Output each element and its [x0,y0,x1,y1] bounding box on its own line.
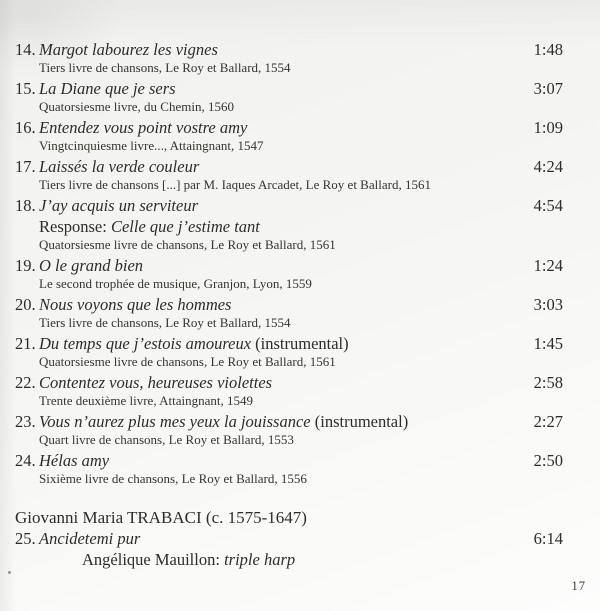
track-number: 22. [15,373,36,392]
track-title-line [15,118,563,138]
track-row [15,529,563,570]
track-number: 14. [15,40,36,59]
track-source: Tiers livre de chansons [...] par M. Iaques Arcadet, Le Roy et Ballard, 1561 [39,177,431,192]
track-title: Laissés la verde couleur [39,157,200,176]
track-number: 17. [15,157,36,176]
page-number: 17 [571,579,586,593]
track-title-line [15,196,563,216]
track-title: J’ay acquis un serviteur [39,196,198,215]
performer-instrument: triple harp [224,550,296,569]
track-title: Contentez vous, heureuses violettes [39,373,273,392]
track-duration: 1:24 [533,256,563,275]
track-source: Vingtcinquiesme livre..., Attaingnant, 1547 [39,138,264,153]
track-duration: 4:24 [533,157,563,176]
track-number: 23. [15,412,36,431]
track-source: Quatorsiesme livre, du Chemin, 1560 [39,99,234,114]
track-duration: 3:03 [533,295,563,314]
track-source: Quatorsiesme livre de chansons, Le Roy et Ballard, 1561 [39,237,336,252]
track-title: O le grand bien [39,256,144,275]
track-title-line [15,79,563,99]
track-row [15,196,563,253]
track-title-line [15,529,563,549]
response-title: Celle que j’estime tant [110,217,260,236]
response-label: Response: [39,217,107,236]
track-duration: 2:50 [533,451,563,470]
track-title: Entendez vous point vostre amy [39,118,248,137]
track-number: 20. [15,295,36,314]
track-number: 18. [15,196,36,215]
track-title-line [15,295,563,315]
track-source: Quart livre de chansons, Le Roy et Ballard, 1553 [39,432,294,447]
track-number: 15. [15,79,36,98]
track-title: Hélas amy [39,451,110,470]
performer-name: Angélique Mauillon: [82,550,220,569]
track-source: Quatorsiesme livre de chansons, Le Roy et Ballard, 1561 [39,354,336,369]
track-title-line [15,157,563,177]
track-title-line [15,412,563,432]
composer-tracklist [0,529,600,570]
track-row [15,157,563,193]
track-title: Du temps que j’estois amoureux [39,334,252,353]
track-row [15,373,563,409]
track-source: Sixième livre de chansons, Le Roy et Ballard, 1556 [39,471,307,486]
track-title-suffix: (instrumental) [314,412,409,431]
track-title-suffix: (instrumental) [255,334,349,353]
track-title: La Diane que je sers [39,79,176,98]
composer-section [0,507,600,570]
performer-line [82,550,563,570]
track-duration: 6:14 [533,529,563,548]
track-title-group [39,334,349,354]
track-response-line [39,216,563,237]
track-source: Tiers livre de chansons, Le Roy et Ballard, 1554 [39,315,291,330]
track-row [15,451,563,487]
track-title: Nous voyons que les hommes [39,295,232,314]
track-duration: 3:07 [533,79,563,98]
track-number: 21. [15,334,36,353]
track-row [15,40,563,76]
track-duration: 2:58 [533,373,563,392]
track-title-group [39,412,408,432]
track-row [15,118,563,154]
track-title: Vous n’aurez plus mes yeux la jouissance [39,412,311,431]
track-title-line [15,256,563,276]
track-duration: 1:45 [533,334,563,353]
track-source: Trente deuxième livre, Attaingnant, 1549 [39,393,253,408]
track-source: Tiers livre de chansons, Le Roy et Ballard, 1554 [39,60,291,75]
track-title: Margot labourez les vignes [39,40,218,59]
track-row [15,412,563,448]
track-number: 24. [15,451,36,470]
track-source: Le second trophée de musique, Granjon, Lyon, 1559 [39,276,312,291]
track-row [15,256,563,292]
track-title-line [15,334,563,354]
track-number: 16. [15,118,36,137]
track-duration: 2:27 [533,412,563,431]
track-duration: 4:54 [533,196,563,215]
track-row [15,334,563,370]
track-title-line [15,40,563,60]
track-title: Ancidetemi pur [39,529,141,548]
track-title-line [15,451,563,471]
scan-speck [8,571,11,574]
track-duration: 1:48 [533,40,563,59]
track-row [15,295,563,331]
composer-heading: Giovanni Maria TRABACI (c. 1575-1647) [15,508,307,527]
track-number: 25. [15,529,36,548]
track-duration: 1:09 [533,118,563,137]
track-title-line [15,373,563,393]
track-number: 19. [15,256,36,275]
track-row [15,79,563,115]
